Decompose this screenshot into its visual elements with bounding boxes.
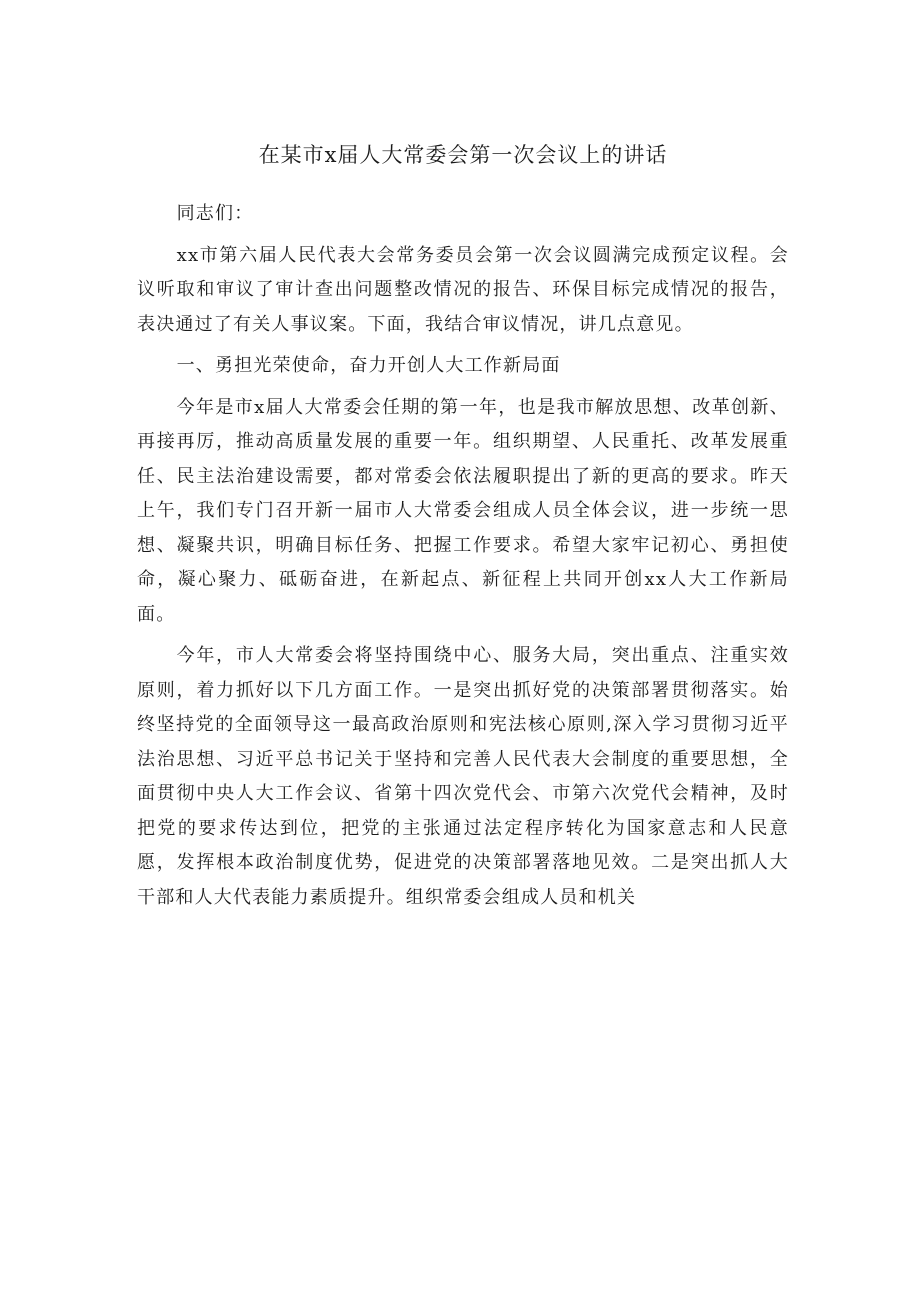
document-body <box>137 197 789 922</box>
paragraph-work-plan: 今年，市人大常委会将坚持围绕中心、服务大局，突出重点、注重实效原则，着力抓好以下几方面工作。一是突出抓好党的决策部署贯彻落实。始终坚持党的全面领导这一最高政治原则和宪法核心原则,深入学习贯彻习近平法治思想、习近平总书记关于坚持和完善人民代表大会制度的重要思想，全面贯彻中央人大工作会议、省第十四次党代会、市第六次党代会精神，及时把党的要求传达到位，把党的主张通过法定程序转化为国家意志和人民意愿，发挥根本政治制度优势，促进党的决策部署落地见效。二是突出抓人大干部和人大代表能力素质提升。组织常委会组成人员和机关 <box>137 645 789 908</box>
document-title: 在某市x届人大常委会第一次会议上的讲话 <box>258 143 668 167</box>
paragraph-intro: xx市第六届人民代表大会常务委员会第一次会议圆满完成预定议程。会议听取和审议了审计查出问题整改情况的报告、环保目标完成情况的报告，表决通过了有关人事议案。下面，我结合审议情况，讲几点意见。 <box>137 244 789 335</box>
paragraph-this-year: 今年是市x届人大常委会任期的第一年，也是我市解放思想、改革创新、再接再厉，推动高质量发展的重要一年。组织期望、人民重托、改革发展重任、民主法治建设需要，都对常委会依法履职提出了新的更高的要求。昨天上午，我们专门召开新一届市人大常委会组成人员全体会议，进一步统一思想、凝聚共识，明确目标任务、把握工作要求。希望大家牢记初心、勇担使命，凝心聚力、砥砺奋进，在新起点、新征程上共同开创xx人大工作新局面。 <box>137 396 789 625</box>
greeting: 同志们： <box>176 203 254 224</box>
section-heading-1: 一、勇担光荣使命，奋力开创人大工作新局面 <box>176 355 561 376</box>
